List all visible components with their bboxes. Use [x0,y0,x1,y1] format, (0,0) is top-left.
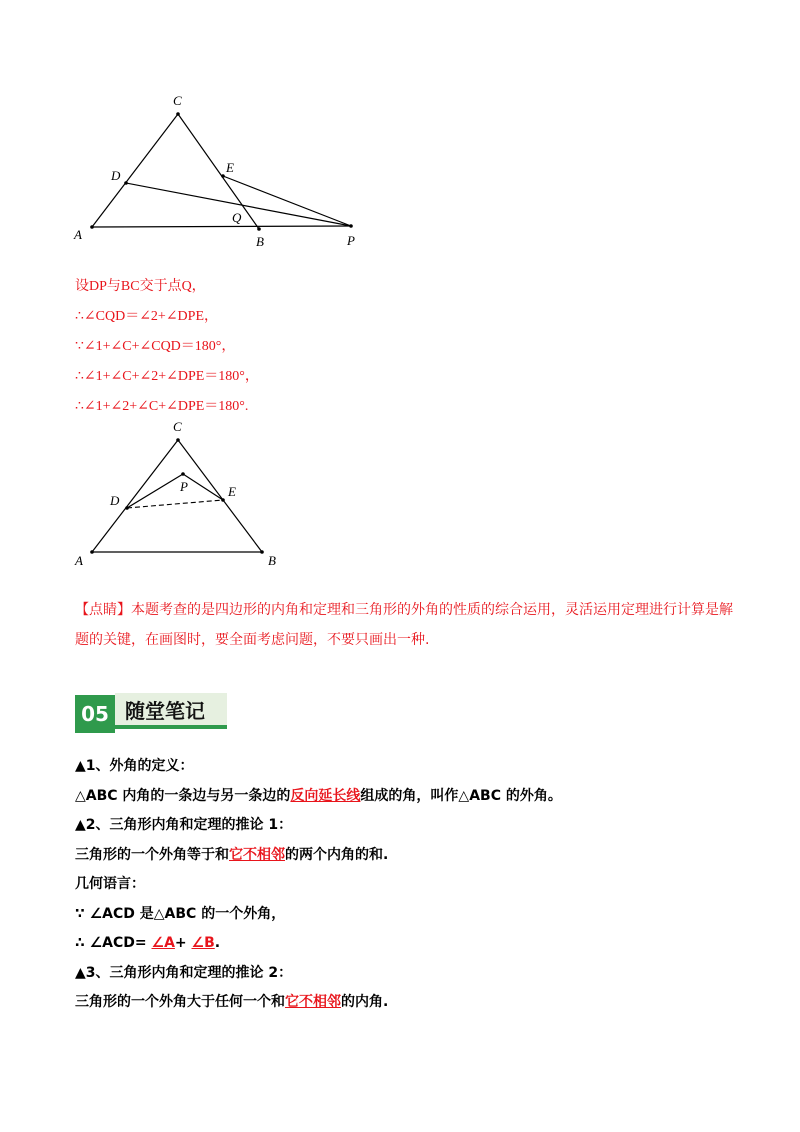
corollary-1-text: 三角形的一个外角等于和 [75,846,229,863]
label-Q: Q [232,210,242,225]
segment-PE [183,474,223,500]
point-A [90,225,94,229]
point-E [221,498,225,502]
solution-line-5: ∴∠1+∠2+∠C+∠DPE＝180°. [75,399,249,414]
point-B [260,550,264,554]
label-P: P [347,233,355,248]
triangle-figure-2 [60,415,300,575]
label-B: B [256,234,264,249]
solution-line-2: ∴∠CQD＝∠2+∠DPE， [75,309,219,324]
solution-line-4: ∴∠1+∠C+∠2+∠DPE＝180°， [75,369,259,384]
segment-AP [92,226,351,227]
solution-line-1: 设DP与BC交于点Q， [75,279,206,294]
triangle-figure-1 [60,88,380,258]
point-D [124,181,128,185]
segment-AC [92,114,178,227]
therefore-highlight-b: ∠B [191,935,215,951]
section-heading [75,693,227,733]
note-heading-2: ▲2、三角形内角和定理的推论 1： [75,817,293,833]
note-corollary-2 [75,988,562,1018]
solution-steps [75,272,259,422]
label-C: C [173,419,182,434]
segment-DE-dashed [127,500,223,508]
note-because: ∵ ∠ACD 是△ABC 的一个外角， [75,905,286,922]
segment-AC [92,440,178,552]
segment-CB [178,114,259,229]
therefore-highlight-a: ∠A [151,935,175,951]
tip-body: 本题考查的是四边形的内角和定理和三角形的外角的性质的综合运用，灵活运用定理进行计算是解题的关键，在画图时，要全面考虑问题，不要只画出一种. [75,602,733,648]
point-B [257,227,261,231]
point-P [181,472,185,476]
corollary-2-text-end: 的内角. [341,994,389,1010]
label-C: C [173,93,182,108]
therefore-end: . [214,935,221,951]
segment-EP [223,176,351,226]
notes-block [75,752,562,1018]
label-D: D [111,168,121,183]
note-therefore [75,929,562,959]
definition-text-end: 组成的角，叫作△ABC 的外角。 [360,787,562,804]
therefore-text: ∴ ∠ACD= [75,935,152,951]
section-title: 随堂笔记 [115,693,227,729]
tip-paragraph [75,595,735,655]
segment-CB [178,440,262,552]
point-E [221,174,225,178]
corollary-2-text: 三角形的一个外角大于任何一个和 [75,994,285,1010]
point-C [176,112,180,116]
note-definition [75,782,562,812]
note-heading-1: ▲1、外角的定义： [75,758,194,774]
corollary-1-text-end: 的两个内角的和. [285,846,389,863]
solution-line-3: ∵∠1+∠C+∠CQD＝180°， [75,339,236,354]
section-number: 05 [75,695,115,733]
corollary-2-highlight: 它不相邻 [285,994,341,1010]
note-geometry-language: 几何语言： [75,876,145,892]
definition-highlight: 反向延长线 [290,787,361,804]
point-P [349,224,353,228]
definition-text: △ABC 内角的一条边与另一条边的 [75,787,291,804]
note-corollary-1 [75,841,562,871]
point-C [176,438,180,442]
label-A: A [75,553,83,568]
tip-tag: 【点睛】 [75,602,131,618]
segment-DP [127,474,183,508]
point-D [125,506,129,510]
therefore-plus: + [174,935,192,951]
note-heading-3: ▲3、三角形内角和定理的推论 2： [75,964,293,981]
label-B: B [268,553,276,568]
corollary-1-highlight: 它不相邻 [229,846,285,863]
label-D: D [110,493,120,508]
label-E: E [226,160,234,175]
point-A [90,550,94,554]
label-E: E [228,484,236,499]
label-P: P [180,479,188,494]
label-A: A [74,227,82,242]
